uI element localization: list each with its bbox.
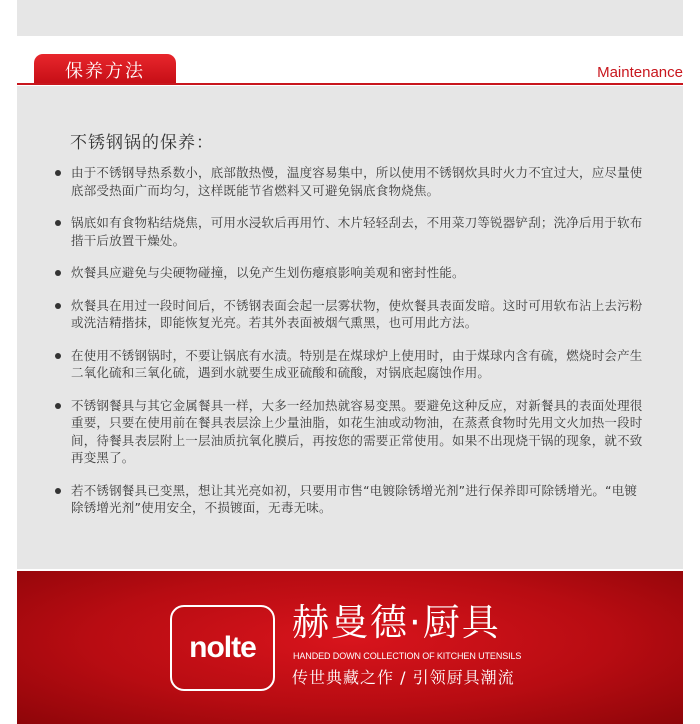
list-item-text: 不锈钢餐具与其它金属餐具一样，大多一经加热就容易变黑。要避免这种反应，对新餐具的表面处理很重要，只要在使用前在餐具表层涂上少量油脂，如花生油或动物油，在蒸煮食物时先用文火加热一段时间，待餐具表层附上一层油质抗氧化膜后，再按您的需要正常使用。如果不出现烧干锅的现象，就不致再变黑了。 — [71, 397, 643, 465]
section-title-tab: 保养方法 — [34, 54, 176, 85]
header-divider — [17, 83, 683, 85]
list-item-text: 若不锈钢餐具已变黑，想让其光亮如初，只要用市售“电镀除锈增光剂”进行保养即可除锈增光。“电镀除锈增光剂”使用安全，不损镀面，无毒无味。 — [71, 482, 638, 515]
list-item-text: 炊餐具应避免与尖硬物碰撞，以免产生划伤瘪痕影响美观和密封性能。 — [71, 265, 465, 280]
list-item — [55, 347, 645, 382]
logo-text: nolte — [189, 631, 256, 664]
bullet-dot-icon — [55, 270, 61, 276]
list-item — [55, 482, 645, 517]
brand-tagline-en: HANDED DOWN COLLECTION OF KITCHEN UTENSILS — [293, 651, 522, 661]
list-item — [55, 214, 645, 249]
nolte-logo — [170, 605, 275, 691]
list-item-text: 由于不锈钢导热系数小，底部散热慢，温度容易集中，所以使用不锈钢炊具时火力不宜过大，应尽量使底部受热面广而均匀，这样既能节省燃料又可避免锅底食物烧焦。 — [71, 165, 643, 198]
list-item — [55, 164, 645, 199]
list-item-text: 在使用不锈钢锅时，不要让锅底有水渍。特别是在煤球炉上使用时，由于煤球内含有硫，燃烧时会产生二氧化硫和三氧化硫，遇到水就要生成亚硫酸和硫酸，对锅底起腐蚀作用。 — [71, 347, 643, 380]
bullet-dot-icon — [55, 353, 61, 359]
list-item — [55, 297, 645, 332]
brand-slogan: 传世典藏之作 / 引领厨具潮流 — [292, 668, 515, 687]
bullet-dot-icon — [55, 170, 61, 176]
content-title: 不锈钢锅的保养： — [70, 133, 214, 153]
bullet-dot-icon — [55, 403, 61, 409]
list-item-text: 锅底如有食物粘结烧焦，可用水浸软后再用竹、木片轻轻刮去，不用菜刀等锐器铲刮；洗净后用于软布揩干后放置干燥处。 — [71, 215, 643, 248]
care-tips-list — [55, 164, 645, 532]
section-header — [17, 54, 683, 85]
top-gray-band — [17, 0, 683, 36]
list-item — [55, 264, 645, 282]
list-item-text: 炊餐具在用过一段时间后，不锈钢表面会起一层雾状物，使炊餐具表面发暗。这时可用软布沾上去污粉或洗洁精揩抹，即能恢复光亮。若其外表面被烟气熏黑，也可用此方法。 — [71, 297, 643, 330]
bullet-dot-icon — [55, 303, 61, 309]
list-item — [55, 397, 645, 467]
brand-name-cn: 赫曼德·厨具 — [292, 601, 501, 644]
bullet-dot-icon — [55, 488, 61, 494]
brand-footer — [17, 571, 683, 724]
section-title-en: Maintenance — [597, 64, 683, 81]
bullet-dot-icon — [55, 220, 61, 226]
content-panel — [17, 86, 683, 569]
